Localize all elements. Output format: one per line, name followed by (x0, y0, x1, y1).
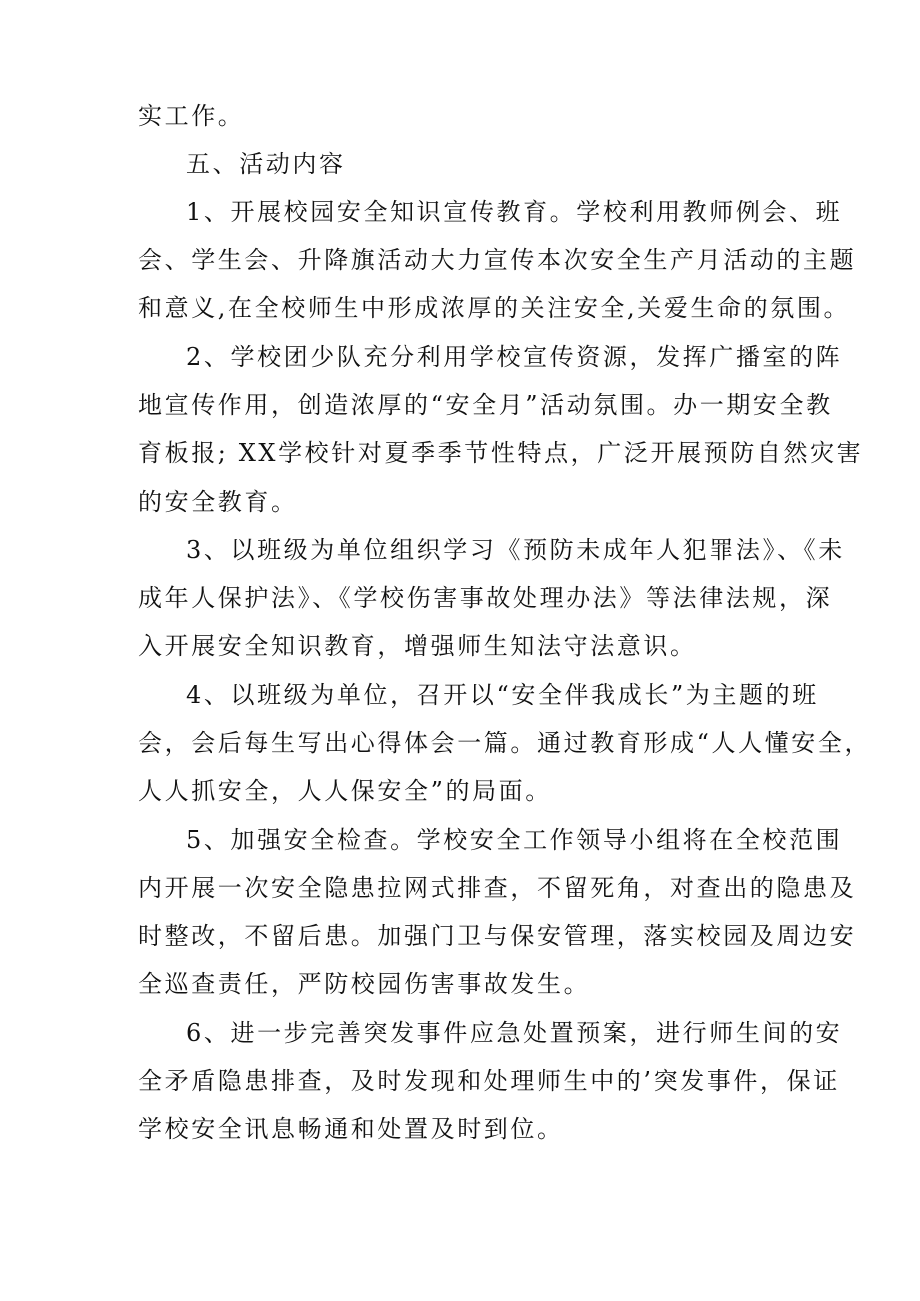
text-line: 全巡查责任，严防校园伤害事故发生。 (138, 970, 591, 998)
text-line: 1、开展校园安全知识宣传教育。学校利用教师例会、班 (186, 198, 843, 226)
text-line: 6、进一步完善突发事件应急处置预案，进行师生间的安 (186, 1019, 843, 1047)
text-line: 时整改，不留后患。加强门卫与保安管理，落实校园及周边安 (138, 922, 857, 950)
text-line: 5、加强安全检查。学校安全工作领导小组将在全校范围 (186, 826, 843, 854)
text-line: 2、学校团少队充分利用学校宣传资源，发挥广播室的阵 (186, 343, 843, 371)
text-line: 育板报; XX学校针对夏季季节性特点，广泛开展预防自然灾害 (138, 439, 864, 467)
text-line: 全矛盾隐患排查，及时发现和处理师生中的’突发事件，保证 (138, 1067, 840, 1095)
text-line: 成年人保护法》、《学校伤害事故处理办法》等法律法规，深 (138, 584, 833, 612)
text-line: 实工作。 (138, 102, 245, 130)
text-line: 学校安全讯息畅通和处置及时到位。 (138, 1115, 564, 1143)
text-line: 和意义,在全校师生中形成浓厚的关注安全,关爱生命的氛围。 (138, 294, 851, 322)
text-line: 人人抓安全，人人保安全”的局面。 (138, 777, 552, 805)
text-line: 的安全教育。 (138, 488, 298, 516)
text-line: 4、以班级为单位，召开以“安全伴我成长”为主题的班 (186, 681, 819, 709)
text-line: 会，会后每生写出心得体会一篇。通过教育形成“人人懂安全， (138, 729, 872, 757)
text-line: 地宣传作用，创造浓厚的“安全月”活动氛围。办一期安全教 (138, 391, 833, 419)
text-line: 3、以班级为单位组织学习《预防未成年人犯罪法》、《未 (186, 536, 845, 564)
text-line: 会、学生会、升降旗活动大力宣传本次安全生产月活动的主题 (138, 246, 857, 274)
text-line: 内开展一次安全隐患拉网式排查，不留死角，对查出的隐患及 (138, 874, 857, 902)
section-heading: 五、活动内容 (186, 150, 346, 178)
text-line: 入开展安全知识教育，增强师生知法守法意识。 (138, 632, 697, 660)
